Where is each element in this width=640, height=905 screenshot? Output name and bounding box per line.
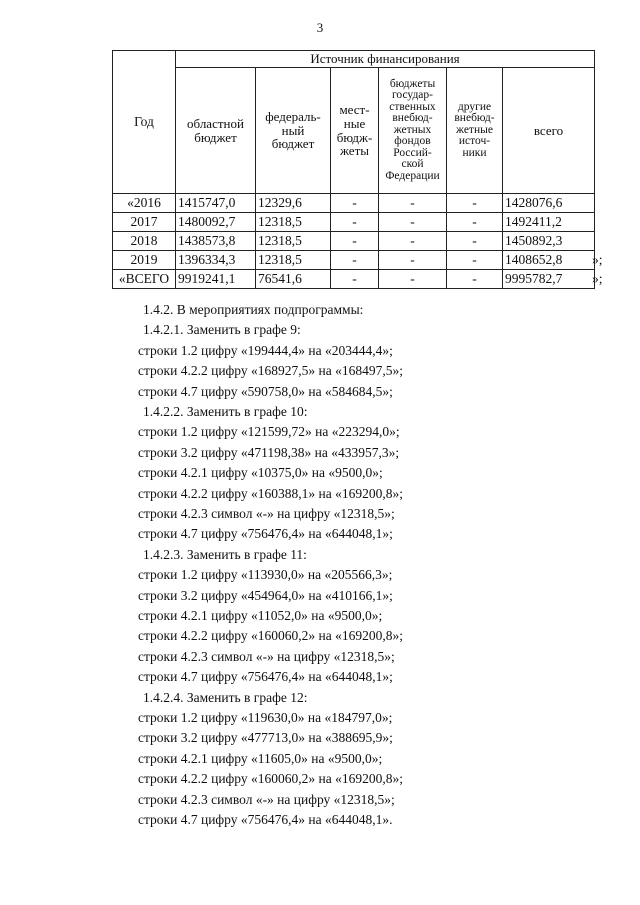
- cell-other: -: [447, 232, 503, 251]
- header-line: Россий-: [393, 146, 432, 159]
- replacement-line: строки 4.2.1 цифру «11052,0» на «9500,0»;: [138, 608, 383, 623]
- cell-year: 2018: [113, 232, 176, 251]
- header-line: жеты: [340, 143, 369, 159]
- table-row: [113, 232, 595, 251]
- cell-local: -: [331, 251, 379, 270]
- header-line: бюджет: [194, 129, 237, 145]
- table-row: [113, 213, 595, 232]
- header-line: бюдж-: [336, 129, 373, 145]
- cell-state-funds: -: [379, 194, 447, 213]
- cell-year: 2017: [113, 213, 176, 232]
- page-number: 3: [316, 20, 324, 35]
- cell-regional: 1480092,7: [176, 213, 256, 232]
- cell-state-funds: -: [379, 232, 447, 251]
- replacement-line: строки 4.2.1 цифру «11605,0» на «9500,0»;: [138, 750, 383, 766]
- replacement-line: строки 4.2.3 символ «-» на цифру «12318,5»;: [138, 791, 395, 807]
- year-header: Год: [113, 51, 176, 194]
- col-header-regional: [176, 68, 256, 194]
- cell-federal: 12318,5: [256, 251, 331, 270]
- cell-regional: 9919241,1: [176, 270, 256, 289]
- cell-federal: 12318,5: [256, 232, 331, 251]
- header-line: ный: [281, 122, 305, 138]
- cell-other: -: [447, 194, 503, 213]
- cell-total: 1492411,2: [503, 213, 595, 232]
- row-suffix: »;: [592, 251, 603, 267]
- table-row: [113, 194, 595, 213]
- replacement-line: строки 4.2.3 символ «-» на цифру «12318,5»;: [138, 648, 395, 664]
- cell-year: 2019: [113, 251, 176, 270]
- cell-regional: 1438573,8: [176, 232, 256, 251]
- replacement-line: строки 1.2 цифру «119630,0» на «184797,0»;: [138, 710, 393, 725]
- header-line: Федерации: [385, 169, 440, 182]
- col-header-total: [503, 68, 595, 194]
- cell-total: 1408652,8: [503, 251, 595, 270]
- header-line: жетные: [456, 123, 493, 136]
- replacement-line: строки 1.2 цифру «199444,4» на «203444,4»;: [138, 342, 393, 358]
- cell-federal: 12318,5: [256, 213, 331, 232]
- header-line: внебюд-: [454, 112, 495, 125]
- replacement-line: строки 4.2.1 цифру «10375,0» на «9500,0»;: [138, 465, 383, 481]
- header-line: фондов: [394, 135, 431, 148]
- cell-total: 9995782,7: [503, 270, 595, 289]
- cell-federal: 76541,6: [256, 270, 331, 289]
- row-suffix: »;: [592, 270, 603, 286]
- cell-regional: 1415747,0: [176, 194, 256, 213]
- source-header: Источник финансирования: [176, 51, 595, 68]
- cell-year: «ВСЕГО: [113, 270, 176, 289]
- cell-local: -: [331, 232, 379, 251]
- header-line: государ-: [392, 89, 433, 102]
- header-line: бюджеты: [389, 77, 436, 90]
- header-line: ники: [462, 146, 487, 159]
- replacement-line: строки 1.2 цифру «121599,72» на «223294,0»;: [138, 424, 400, 440]
- cell-other: -: [447, 270, 503, 289]
- cell-other: -: [447, 213, 503, 232]
- replacement-line: строки 4.7 цифру «590758,0» на «584684,5»;: [138, 383, 393, 399]
- cell-local: -: [331, 194, 379, 213]
- replacement-line: строки 3.2 цифру «477713,0» на «388695,9»;: [138, 730, 393, 746]
- section-heading: 1.4.2. В мероприятиях подпрограммы:: [143, 302, 364, 317]
- header-line: ные: [343, 115, 366, 131]
- header-line: всего: [533, 122, 564, 138]
- header-line: бюджет: [271, 136, 315, 152]
- cell-local: -: [331, 270, 379, 289]
- section-heading: 1.4.2.4. Заменить в графе 12:: [143, 689, 308, 705]
- cell-year: «2016: [113, 194, 176, 213]
- cell-local: -: [331, 213, 379, 232]
- replacement-line: строки 4.2.3 символ «-» на цифру «12318,5»;: [138, 506, 395, 521]
- cell-state-funds: -: [379, 270, 447, 289]
- cell-federal: 12329,6: [256, 194, 331, 213]
- col-header-state-funds: [379, 68, 447, 194]
- replacement-line: строки 3.2 цифру «454964,0» на «410166,1»;: [138, 587, 393, 603]
- section-heading: 1.4.2.1. Заменить в графе 9:: [143, 322, 301, 338]
- cell-state-funds: -: [379, 213, 447, 232]
- header-line: областной: [187, 115, 244, 131]
- replacement-line: строки 3.2 цифру «471198,38» на «433957,3»;: [138, 444, 400, 460]
- replacement-line: строки 4.2.2 цифру «160060,2» на «169200,8»;: [138, 771, 403, 787]
- cell-other: -: [447, 251, 503, 270]
- replacement-line: строки 4.7 цифру «756476,4» на «644048,1»;: [138, 669, 393, 685]
- financing-table: [112, 50, 595, 289]
- header-line: внебюд-: [392, 112, 433, 125]
- replacement-line: строки 1.2 цифру «113930,0» на «205566,3»;: [138, 567, 393, 583]
- header-line: другие: [457, 100, 492, 113]
- header-line: источ-: [458, 135, 491, 148]
- table-row: [113, 270, 595, 289]
- cell-state-funds: -: [379, 251, 447, 270]
- replacement-line: строки 4.7 цифру «756476,4» на «644048,1»;: [138, 526, 393, 542]
- cell-total: 1450892,3: [503, 232, 595, 251]
- section-heading: 1.4.2.2. Заменить в графе 10:: [143, 404, 308, 419]
- header-line: ственных: [389, 100, 436, 113]
- replacement-line: строки 4.2.2 цифру «160060,2» на «169200,8»;: [138, 628, 403, 644]
- col-header-other: [447, 68, 503, 194]
- table-row: [113, 251, 595, 270]
- section-heading: 1.4.2.3. Заменить в графе 11:: [143, 546, 307, 562]
- header-line: жетных: [393, 123, 432, 136]
- col-header-federal: [256, 68, 331, 194]
- cell-regional: 1396334,3: [176, 251, 256, 270]
- header-line: федераль-: [265, 109, 321, 125]
- col-header-local: [331, 68, 379, 194]
- replacement-line: строки 4.2.2 цифру «168927,5» на «168497,5»;: [138, 363, 403, 379]
- cell-total: 1428076,6: [503, 194, 595, 213]
- replacement-line: строки 4.2.2 цифру «160388,1» на «169200,8»;: [138, 485, 403, 501]
- header-line: мест-: [339, 102, 370, 118]
- replacement-line: строки 4.7 цифру «756476,4» на «644048,1».: [138, 812, 393, 827]
- header-line: ской: [401, 158, 424, 171]
